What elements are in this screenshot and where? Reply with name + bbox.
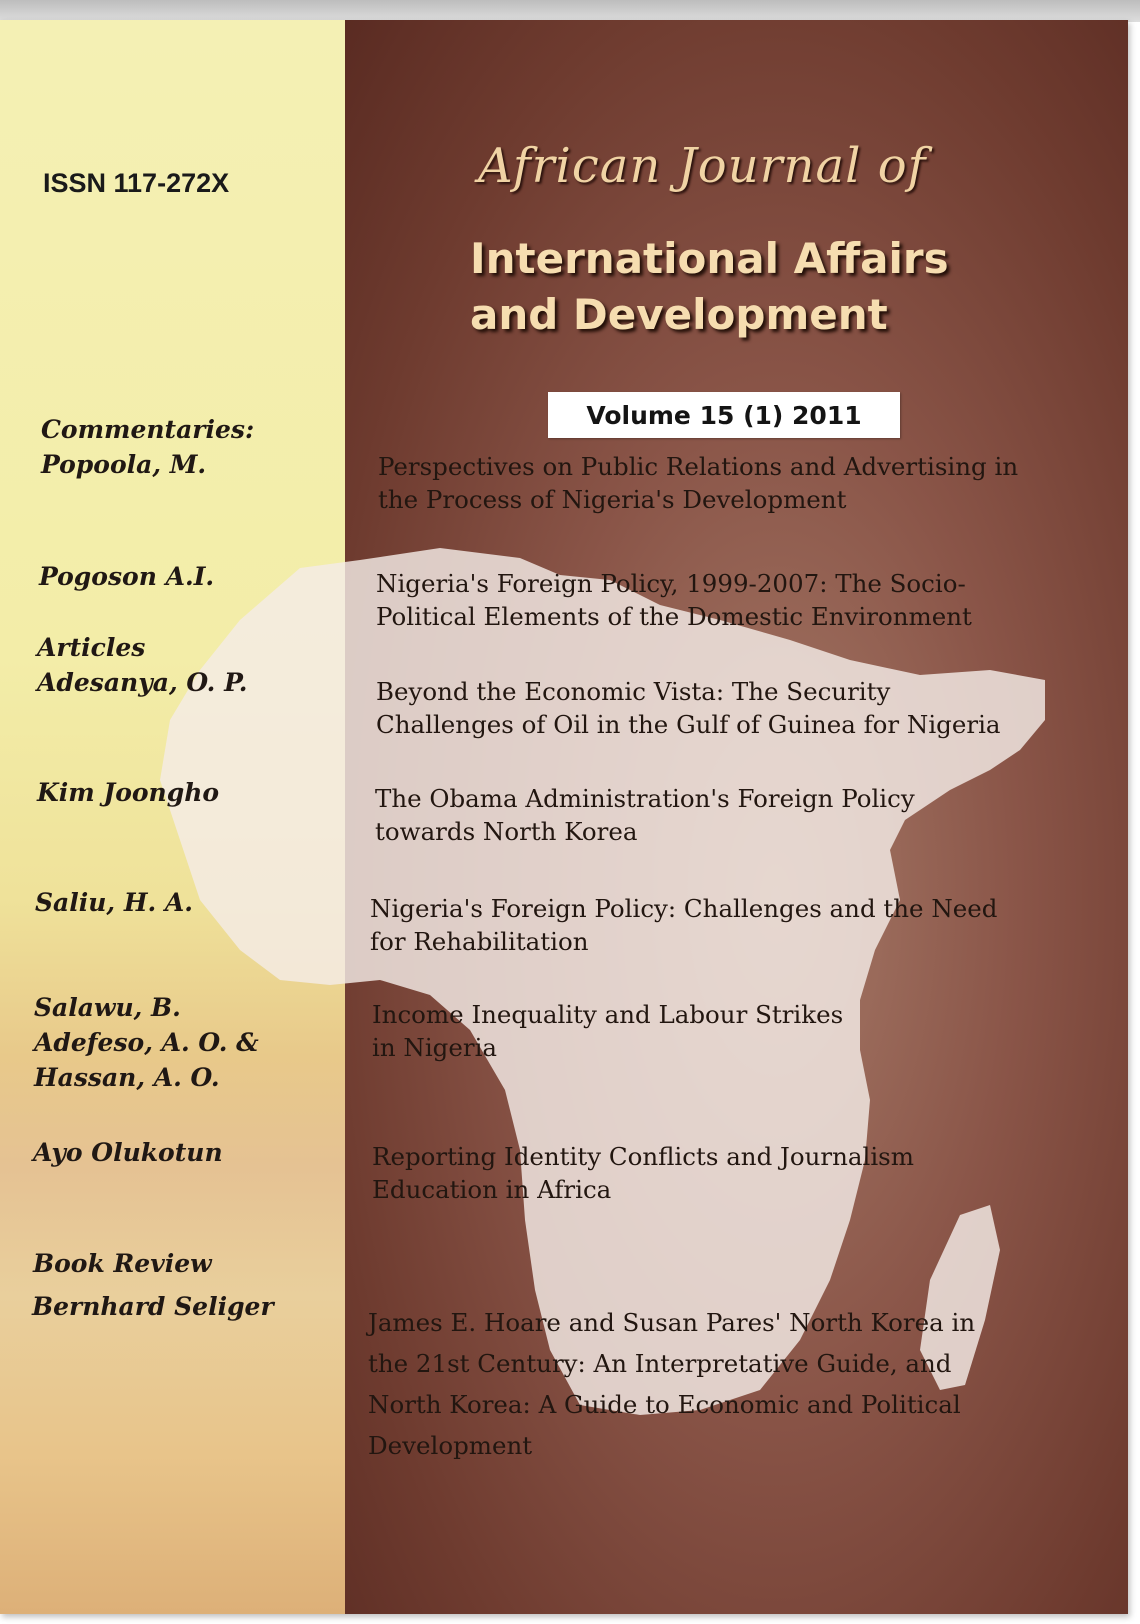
book-review-title-line-1: James E. Hoare and Susan Pares' North Korea in (368, 1308, 976, 1337)
author-hassan: Hassan, A. O. (34, 1063, 220, 1092)
book-review-title-line-2: the 21st Century: An Interpretative Guide, and (368, 1349, 952, 1378)
volume-badge (548, 392, 900, 438)
article-title-4-line-2: towards North Korea (375, 817, 638, 846)
article-title-7 (372, 1140, 914, 1206)
article-title-6 (372, 998, 843, 1064)
article-title-2-line-2: Political Elements of the Domestic Environment (376, 602, 972, 631)
article-title-6-line-2: in Nigeria (372, 1033, 498, 1062)
article-title-1 (378, 450, 1018, 516)
issn-number: ISSN 117-272X (43, 168, 230, 198)
author-pogoson: Pogoson A.I. (39, 562, 215, 591)
article-title-7-line-1: Reporting Identity Conflicts and Journalism (372, 1142, 914, 1171)
author-salawu: Salawu, B. (34, 993, 181, 1022)
article-title-5-line-1: Nigeria's Foreign Policy: Challenges and the Need (370, 894, 998, 923)
author-adefeso: Adefeso, A. O. & (34, 1028, 259, 1057)
article-title-1-line-2: the Process of Nigeria's Development (378, 485, 847, 514)
article-title-3-line-1: Beyond the Economic Vista: The Security (376, 677, 891, 706)
author-seliger: Bernhard Seliger (32, 1292, 274, 1321)
author-adesanya: Adesanya, O. P. (37, 668, 248, 697)
journal-title-line-2: and Development (470, 290, 888, 339)
article-title-2 (376, 567, 972, 633)
article-title-4-line-1: The Obama Administration's Foreign Policy (375, 784, 915, 813)
journal-title-script: African Journal of (478, 138, 927, 194)
article-title-3 (376, 675, 1001, 741)
book-review-heading: Book Review (33, 1249, 212, 1278)
article-title-5 (370, 892, 997, 958)
journal-cover (0, 20, 1128, 1614)
article-title-2-line-1: Nigeria's Foreign Policy, 1999-2007: The Socio- (376, 569, 966, 598)
author-popoola: Popoola, M. (41, 450, 207, 479)
volume-label: Volume 15 (1) 2011 (586, 400, 862, 430)
article-title-6-line-1: Income Inequality and Labour Strikes (372, 1000, 844, 1029)
author-kim: Kim Joongho (37, 778, 220, 807)
book-review-title-line-4: Development (368, 1431, 533, 1460)
journal-title-line-1: International Affairs (470, 234, 949, 283)
article-title-4 (375, 782, 915, 848)
author-saliu: Saliu, H. A. (35, 888, 193, 917)
commentaries-heading: Commentaries: (41, 415, 255, 444)
article-title-1-line-1: Perspectives on Public Relations and Advertising in (378, 452, 1019, 481)
book-review-title (368, 1302, 975, 1466)
author-olukotun: Ayo Olukotun (33, 1138, 223, 1167)
article-title-5-line-2: for Rehabilitation (370, 927, 589, 956)
book-review-title-line-3: North Korea: A Guide to Economic and Political (368, 1390, 961, 1419)
article-title-7-line-2: Education in Africa (372, 1175, 612, 1204)
article-title-3-line-2: Challenges of Oil in the Gulf of Guinea for Nigeria (376, 710, 1001, 739)
scan-edge (0, 0, 1140, 22)
articles-heading: Articles (37, 633, 146, 662)
